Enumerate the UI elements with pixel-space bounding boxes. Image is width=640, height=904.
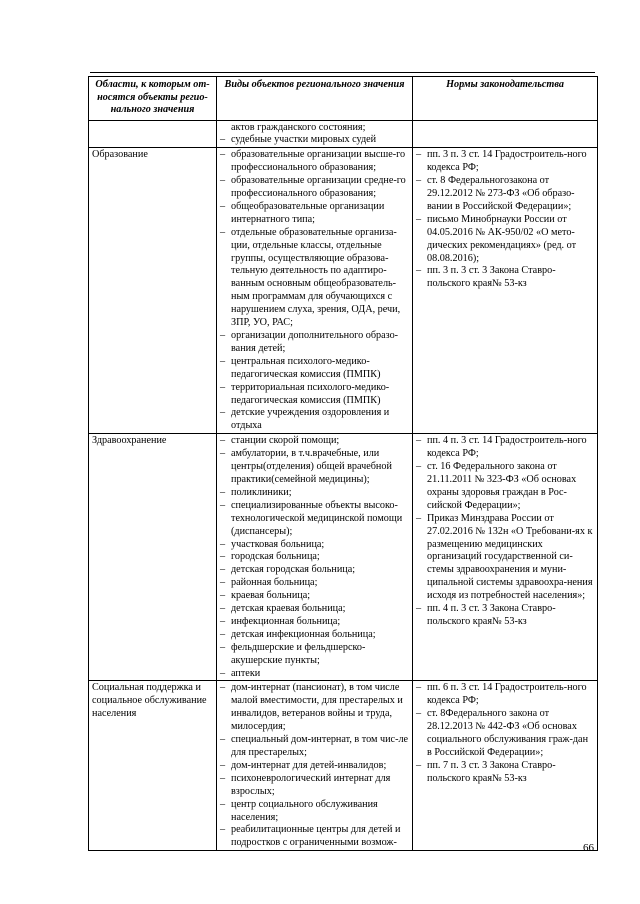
list-item: – городская больница; (220, 551, 409, 564)
list-item: – специализированные объекты высоко-технологической медицинской помощи (диспансеры); (220, 500, 409, 539)
list-item: – образовательные организации высше-го профессионального образования; (220, 149, 409, 175)
list-item: – амбулатории, в т.ч.врачебные, или центры(отделения) общей врачебной практики(семейной медицины); (220, 448, 409, 487)
table-row-healthcare (89, 434, 598, 681)
list-item: – пп. 4 п. 3 ст. 14 Градостроитель-ного кодекса РФ; (416, 435, 594, 461)
regional-objects-table (88, 76, 598, 851)
list-item: актов гражданского состояния; (231, 121, 366, 133)
list-item: – аптеки (220, 668, 409, 681)
list-item: – психоневрологический интернат для взрослых; (220, 773, 409, 799)
list-item: – станции скорой помощи; (220, 435, 409, 448)
list-item: – детская инфекционная больница; (220, 629, 409, 642)
column-header-types: Виды объектов регионального значения (217, 77, 413, 121)
list-item: – письмо Минобрнауки России от 04.05.2016 № АК-950/02 «О мето-дических рекомендациях» (ред. от 08.08.2016); (416, 214, 594, 266)
list-item: – краевая больница; (220, 590, 409, 603)
norms-cell (413, 148, 598, 434)
area-cell: Образование (89, 148, 217, 434)
list-item: – центр социального обслуживания населения; (220, 799, 409, 825)
list-item: – судебные участки мировых судей (220, 134, 409, 147)
table-row-education (89, 148, 598, 434)
area-cell: Здравоохранение (89, 434, 217, 681)
list-item: – организации дополнительного образо-вания детей; (220, 330, 409, 356)
column-header-area: Области, к которым от-носятся объекты регио-нального значения (89, 77, 217, 121)
list-item: – пп. 3 п. 3 ст. 14 Градостроитель-ного кодекса РФ; (416, 149, 594, 175)
list-item: – ст. 8 Федеральногозакона от 29.12.2012 № 273-ФЗ «Об образо-вании в Российской Федерации»; (416, 175, 594, 214)
list-item: – Приказ Минздрава России от 27.02.2016 № 132н «О Требовани-ях к размещению медицинских организаций государственной си-стемы здравоохранения и муни-ципальной системы здравоохра-нения исходя из потребностей населения»; (416, 513, 594, 603)
list-item: – районная больница; (220, 577, 409, 590)
table-header-row (89, 77, 598, 121)
table-row-social-support (89, 681, 598, 851)
norms-cell (413, 120, 598, 148)
list-item: – фельдшерские и фельдшерско-акушерские пункты; (220, 642, 409, 668)
list-item: – пп. 4 п. 3 ст. 3 Закона Ставро-польского края№ 53-кз (416, 603, 594, 629)
list-item: – участковая больница; (220, 539, 409, 552)
types-cell (217, 434, 413, 681)
list-item: – ст. 16 Федерального закона от 21.11.2011 № 323-ФЗ «Об основах охраны здоровья граждан в Рос-сийской Федерации»; (416, 461, 594, 513)
list-item: – дом-интернат (пансионат), в том числе малой вместимости, для престарелых и инвалидов, ветеранов войны и труда, милосердия; (220, 682, 409, 734)
list-item: – дом-интернат для детей-инвалидов; (220, 760, 409, 773)
list-item: – общеобразовательные организации интернатного типа; (220, 201, 409, 227)
list-item: – детская городская больница; (220, 564, 409, 577)
area-cell (89, 120, 217, 148)
types-cell (217, 148, 413, 434)
header-rule (90, 72, 595, 73)
page-number: 66 (583, 842, 594, 854)
list-item: – инфекционная больница; (220, 616, 409, 629)
list-item: – детские учреждения оздоровления и отдыха (220, 407, 409, 433)
list-item: – отдельные образовательные организа-ции, отдельные классы, отдельные группы, осуществляющие образова-тельную деятельность по адаптиро-ванным основным общеобразователь-ным программам для обучающихся с нарушением слуха, зрения, ОДА, речи, ЗПР, УО, РАС; (220, 227, 409, 330)
list-item: – детская краевая больница; (220, 603, 409, 616)
list-item: – пп. 3 п. 3 ст. 3 Закона Ставро-польского края№ 53-кз (416, 265, 594, 291)
area-cell: Социальная поддержка и социальное обслуживание населения (89, 681, 217, 851)
norms-cell (413, 434, 598, 681)
list-item: – специальный дом-интернат, в том чис-ле для престарелых; (220, 734, 409, 760)
types-cell (217, 120, 413, 148)
list-item: – ст. 8Федерального закона от 28.12.2013 № 442-ФЗ «Об основах социального обслуживания граж-дан в Российской Федерации»; (416, 708, 594, 760)
list-item: – территориальная психолого-медико-педагогическая комиссия (ПМПК) (220, 382, 409, 408)
norms-cell (413, 681, 598, 851)
list-item: – образовательные организации средне-го профессионального образования; (220, 175, 409, 201)
list-item: – реабилитационные центры для детей и подростков с ограниченными возмож- (220, 824, 409, 850)
list-item: – центральная психолого-медико-педагогическая комиссия (ПМПК) (220, 356, 409, 382)
types-cell (217, 681, 413, 851)
list-item: – пп. 6 п. 3 ст. 14 Градостроитель-ного кодекса РФ; (416, 682, 594, 708)
table-row-continuation (89, 120, 598, 148)
column-header-norms: Нормы законодательства (413, 77, 598, 121)
list-item: – поликлиники; (220, 487, 409, 500)
list-item: – пп. 7 п. 3 ст. 3 Закона Ставро-польского края№ 53-кз (416, 760, 594, 786)
